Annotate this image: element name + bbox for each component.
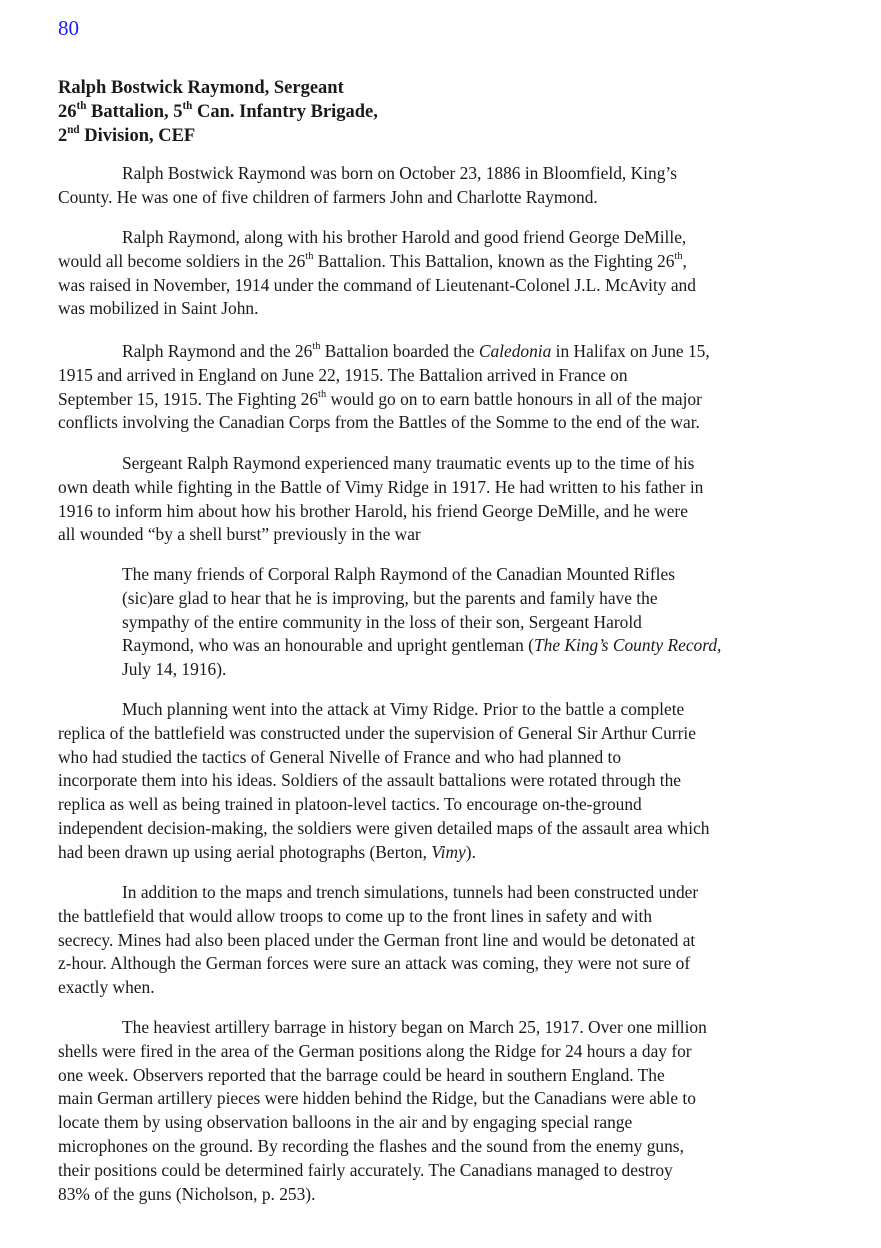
ordinal-suffix: th	[182, 99, 193, 112]
text-line: 83% of the guns (Nicholson, p. 253).	[58, 1183, 316, 1204]
text-line: The heaviest artillery barrage in history began on March 25, 1917. Over one million	[122, 1017, 707, 1037]
text-line: (sic)are glad to hear that he is improving, but the parents and family have the	[122, 587, 658, 608]
ordinal-suffix: th	[312, 341, 321, 353]
battalion-text: Battalion,	[86, 102, 174, 122]
text-line: who had studied the tactics of General Nivelle of France and who had planned to	[58, 746, 622, 767]
text-line: 1915 and arrived in England on June 22, 1915. The Battalion arrived in France on	[58, 364, 628, 385]
text-line	[58, 340, 828, 364]
paragraph-deployment	[58, 340, 828, 435]
ordinal-suffix: th	[674, 250, 683, 262]
text-segment: Battalion boarded the	[320, 341, 479, 361]
text-segment: in Halifax on June 15,	[551, 341, 710, 361]
page-number: 80	[58, 16, 79, 40]
text-line: their positions could be determined fairly accurately. The Canadians managed to destroy	[58, 1159, 673, 1180]
paragraph-planning	[58, 698, 828, 865]
text-line: conflicts involving the Canadian Corps from the Battles of the Somme to the end of the war.	[58, 412, 700, 433]
text-line: independent decision-making, the soldiers were given detailed maps of the assault area which	[58, 817, 710, 838]
ship-name: Caledonia	[478, 341, 552, 361]
text-segment: September 15, 1915. The Fighting 26	[58, 388, 319, 409]
brigade-number: 5	[173, 102, 183, 122]
text-line: replica as well as being trained in platoon-level tactics. To encourage on-the-ground	[58, 794, 642, 815]
text-line: 1916 to inform him about how his brother Harold, his friend George DeMille, and he were	[58, 500, 688, 521]
text-line	[122, 634, 822, 658]
text-line: all wounded “by a shell burst” previously in the war	[58, 524, 421, 545]
battalion-number: 26	[58, 102, 77, 122]
text-line: incorporate them into his ideas. Soldiers of the assault battalions were rotated through the	[58, 770, 682, 791]
brigade-text: Can. Infantry Brigade,	[192, 102, 378, 122]
text-line: one week. Observers reported that the barrage could be heard in southern England. The	[58, 1064, 665, 1085]
heading-division	[58, 124, 378, 148]
text-line: secrecy. Mines had also been placed under the German front line and would be detonated at	[58, 929, 696, 950]
citation-title: Vimy	[431, 841, 466, 862]
text-line: sympathy of the entire community in the loss of their son, Sergeant Harold	[122, 611, 642, 632]
text-line: was mobilized in Saint John.	[58, 298, 259, 319]
paragraph-enlistment	[58, 226, 828, 321]
text-line: Sergeant Ralph Raymond experienced many traumatic events up to the time of his	[122, 453, 695, 473]
heading-unit	[58, 100, 378, 124]
text-segment: Battalion. This Battalion, known as the Fighting 26	[313, 250, 675, 271]
text-line: Ralph Bostwick Raymond was born on October 23, 1886 in Bloomfield, King’s	[122, 163, 678, 183]
citation-title: The King’s County Record,	[533, 635, 722, 656]
text-line	[58, 841, 828, 865]
text-segment: had been drawn up using aerial photographs (Berton,	[58, 841, 432, 862]
text-segment: Ralph Raymond and the 26	[122, 341, 313, 361]
text-line: shells were fired in the area of the German positions along the Ridge for 24 hours a day for	[58, 1040, 692, 1061]
paragraph-barrage	[58, 1016, 828, 1206]
text-line: In addition to the maps and trench simulations, tunnels had been constructed under	[122, 882, 699, 902]
text-segment: ,	[682, 250, 687, 271]
text-line	[58, 250, 828, 274]
text-line: the battlefield that would allow troops to come up to the front lines in safety and with	[58, 905, 653, 926]
paragraph-birth	[58, 162, 828, 210]
text-line: Much planning went into the attack at Vimy Ridge. Prior to the battle a complete	[122, 699, 685, 719]
biography-heading	[58, 76, 378, 148]
text-line: locate them by using observation balloons in the air and by engaging special range	[58, 1112, 633, 1133]
text-line: Ralph Raymond, along with his brother Harold and good friend George DeMille,	[122, 227, 687, 247]
paragraph-tunnels	[58, 881, 828, 1000]
text-segment: Raymond, who was an honourable and upright gentleman (	[122, 635, 534, 656]
text-line: County. He was one of five children of farmers John and Charlotte Raymond.	[58, 186, 598, 207]
text-line	[58, 388, 828, 412]
ordinal-suffix: nd	[67, 123, 80, 136]
division-text: Division, CEF	[79, 126, 196, 146]
text-segment: would go on to earn battle honours in all of the major	[326, 388, 702, 409]
text-line: July 14, 1916).	[122, 659, 227, 680]
ordinal-suffix: th	[76, 99, 87, 112]
ordinal-suffix: th	[305, 250, 314, 262]
text-line: main German artillery pieces were hidden behind the Ridge, but the Canadians were able to	[58, 1088, 696, 1109]
text-line: was raised in November, 1914 under the command of Lieutenant-Colonel J.L. McAvity and	[58, 274, 696, 295]
text-line: own death while fighting in the Battle of Vimy Ridge in 1917. He had written to his father in	[58, 476, 704, 497]
division-number: 2	[58, 126, 68, 146]
heading-name: Ralph Bostwick Raymond, Sergeant	[58, 78, 344, 98]
text-line: microphones on the ground. By recording the flashes and the sound from the enemy guns,	[58, 1135, 684, 1156]
text-segment: ).	[465, 841, 476, 862]
text-line: exactly when.	[58, 977, 155, 998]
block-quote	[122, 563, 822, 682]
text-line: replica of the battlefield was constructed under the supervision of General Sir Arthur Currie	[58, 722, 696, 743]
text-line: The many friends of Corporal Ralph Raymond of the Canadian Mounted Rifles	[122, 564, 676, 584]
paragraph-wounded	[58, 452, 828, 547]
text-segment: would all become soldiers in the 26	[58, 250, 306, 271]
text-line: z-hour. Although the German forces were sure an attack was coming, they were not sure of	[58, 953, 691, 974]
ordinal-suffix: th	[318, 388, 327, 400]
